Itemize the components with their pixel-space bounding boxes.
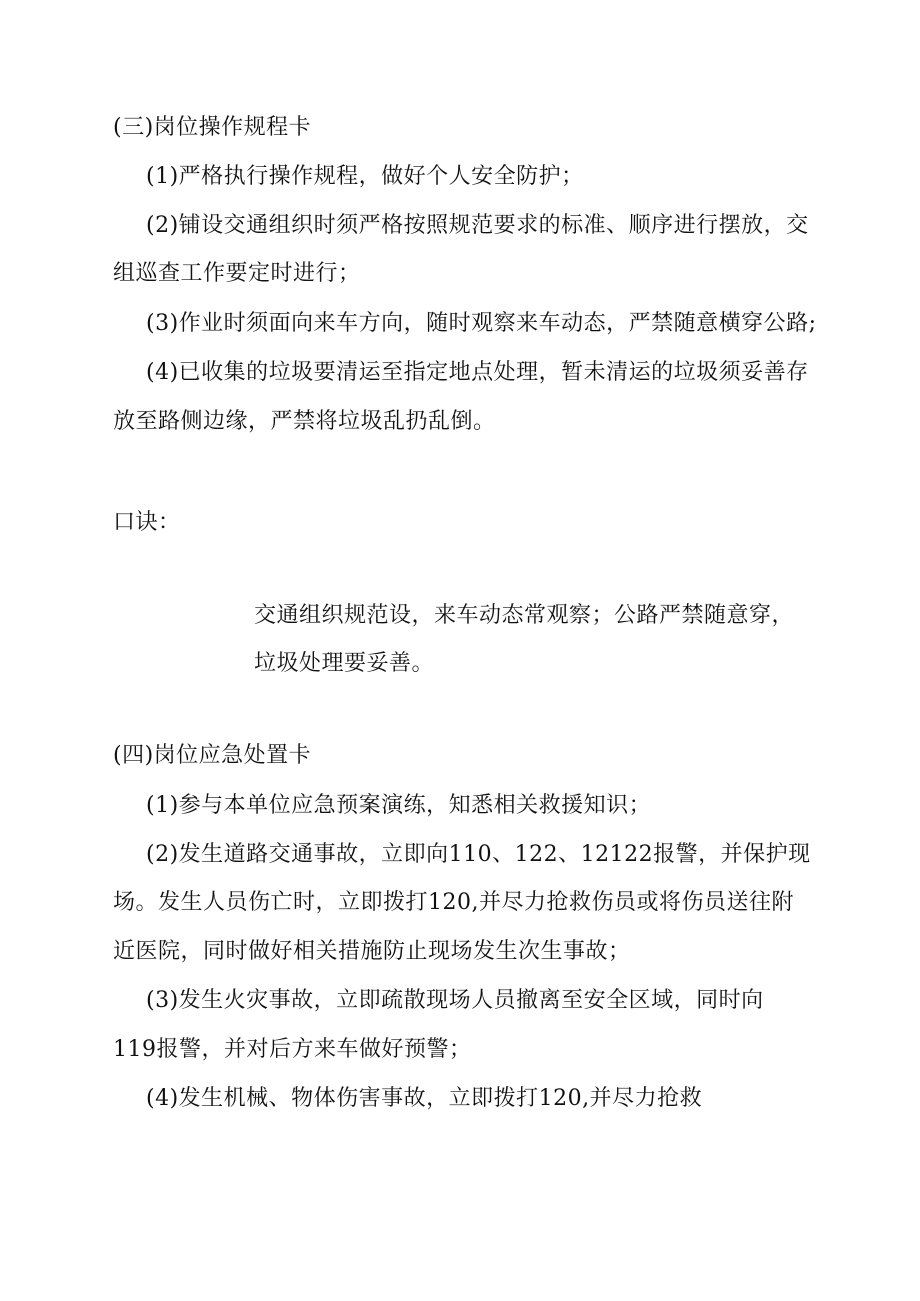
section4-item1-line1: (1)参与本单位应急预案演练，知悉相关救援知识； [146,793,652,818]
section4-title: (四)岗位应急处置卡 [113,743,312,768]
section4-item3-line1: (3)发生火灾事故，立即疏散现场人员撤离至安全区域，同时向 [146,988,764,1013]
mnemonic-line1: 交通组织规范设，来车动态常观察；公路严禁随意穿， [254,603,795,628]
section4-item3-line2: 119报警，并对后方来车做好预警； [113,1037,472,1062]
section3-item4-line2: 放至路侧边缘，严禁将垃圾乱扔乱倒。 [113,409,496,434]
section3-item4-line1: (4)已收集的垃圾要清运至指定地点处理，暂未清运的垃圾须妥善存 [146,360,809,385]
section4-item2-line3: 近医院，同时做好相关措施防止现场发生次生事故； [113,939,631,964]
section3-item2-line1: (2)铺设交通组织时须严格按照规范要求的标准、顺序进行摆放，交 [146,213,809,238]
mnemonic-line2: 垃圾处理要妥善。 [254,651,435,676]
mnemonic-label: 口诀： [113,510,181,535]
section3-item1-line1: (1)严格执行操作规程，做好个人安全防护； [146,164,584,189]
section4-item4-line1: (4)发生机械、物体伤害事故，立即拨打120,并尽力抢救 [146,1086,703,1111]
section3-item3-line1: (3)作业时须面向来车方向，随时观察来车动态，严禁随意横穿公路; [146,311,817,336]
section4-item2-line2: 场。发生人员伤亡时，立即拨打120,并尽力抢救伤员或将伤员送往附 [113,890,794,915]
section4-item2-line1: (2)发生道路交通事故，立即向110、122、12122报警，并保护现 [146,842,811,867]
section3-item2-line2: 组巡查工作要定时进行； [113,261,361,286]
section3-title: (三)岗位操作规程卡 [113,115,312,140]
